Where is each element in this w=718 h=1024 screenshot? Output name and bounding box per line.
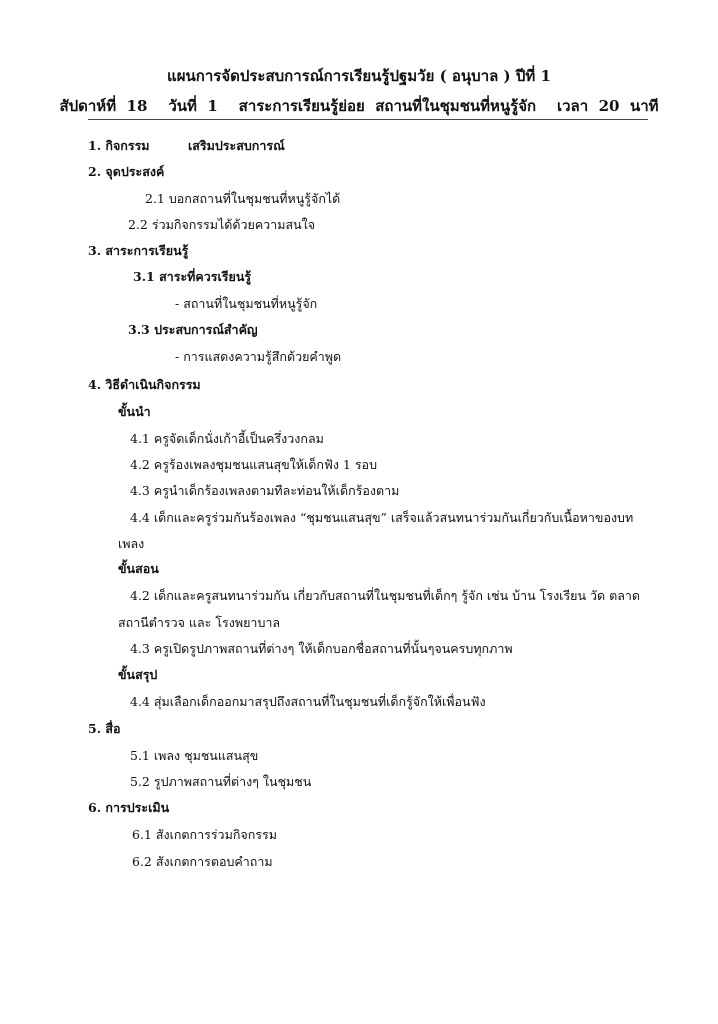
media-item: 5.1 เพลง ชุมชนแสนสุข [130, 748, 259, 763]
procedure-item: 4.2 ครูร้องเพลงชุมชนแสนสุขให้เด็กฟัง 1 รอบ [130, 457, 377, 472]
week-value: 18 [126, 97, 148, 115]
procedure-item: 4.4 สุ่มเลือกเด็กออกมาสรุปถึงสถานที่ในชุมชนที่เด็กรู้จักให้เพื่อนฟัง [130, 694, 486, 709]
procedure-item: 4.3 ครูเปิดรูปภาพสถานที่ต่างๆ ให้เด็กบอกชื่อสถานที่นั้นๆจนครบทุกภาพ [130, 641, 513, 656]
topic-label: สาระการเรียนรู้ย่อย [238, 97, 365, 115]
time-value: 20 [598, 97, 620, 115]
section-1-value: เสริมประสบการณ์ [188, 138, 285, 153]
media-item: 5.2 รูปภาพสถานที่ต่างๆ ในชุมชน [130, 774, 312, 789]
objective-item: 2.2 ร่วมกิจกรรมได้ด้วยความสนใจ [128, 217, 316, 232]
day-label: วันที่ [168, 97, 197, 115]
evaluation-item: 6.2 สังเกตการตอบคำถาม [132, 854, 273, 869]
lesson-info-line [0, 94, 718, 118]
topic-value: สถานที่ในชุมชนที่หนูรู้จัก [375, 97, 537, 115]
header-divider [88, 119, 648, 120]
step-intro-heading: ขั้นนำ [118, 404, 151, 419]
time-label: เวลา [556, 97, 589, 115]
day-value: 1 [207, 97, 218, 115]
procedure-item: 4.1 ครูจัดเด็กนั่งเก้าอี้เป็นครึ่งวงกลม [130, 431, 324, 446]
time-unit: นาที [629, 97, 659, 115]
section-2-heading: 2. จุดประสงค์ [88, 164, 165, 179]
week-label: สัปดาห์ที่ [59, 97, 117, 115]
procedure-item: 4.3 ครูนำเด็กร้องเพลงตามทีละท่อนให้เด็กร้องตาม [130, 483, 400, 498]
section-6-heading: 6. การประเมิน [88, 800, 170, 815]
step-teach-heading: ขั้นสอน [118, 561, 159, 576]
section-4-heading: 4. วิธีดำเนินกิจกรรม [88, 377, 201, 392]
subsection-3-1-item: - สถานที่ในชุมชนที่หนูรู้จัก [175, 296, 318, 311]
objective-item: 2.1 บอกสถานที่ในชุมชนที่หนูรู้จักได้ [145, 191, 341, 206]
subsection-3-3-heading: 3.3 ประสบการณ์สำคัญ [128, 322, 258, 337]
subsection-3-1-heading: 3.1 สาระที่ควรเรียนรู้ [133, 269, 252, 284]
document-title: แผนการจัดประสบการณ์การเรียนรู้ปฐมวัย ( อนุบาล ) ปีที่ 1 [167, 67, 551, 85]
evaluation-item: 6.1 สังเกตการร่วมกิจกรรม [132, 827, 277, 842]
section-3-heading: 3. สาระการเรียนรู้ [88, 243, 189, 258]
procedure-item: 4.4 เด็กและครูร่วมกันร้องเพลง “ชุมชนแสนสุข” เสร็จแล้วสนทนาร่วมกันเกี่ยวกับเนื้อหาของบท [130, 510, 634, 525]
subsection-3-3-item: - การแสดงความรู้สึกด้วยคำพูด [175, 349, 342, 364]
procedure-item: 4.2 เด็กและครูสนทนาร่วมกัน เกี่ยวกับสถานที่ในชุมชนที่เด็กๆ รู้จัก เช่น บ้าน โรงเรียน วัด ตลาด [130, 588, 641, 603]
procedure-item-continuation: สถานีตำรวจ และ โรงพยาบาล [118, 615, 281, 630]
section-5-heading: 5. สื่อ [88, 721, 121, 736]
section-1-heading: 1. กิจกรรม [88, 138, 150, 153]
procedure-item-continuation: เพลง [118, 536, 145, 551]
step-summary-heading: ขั้นสรุป [118, 667, 158, 682]
